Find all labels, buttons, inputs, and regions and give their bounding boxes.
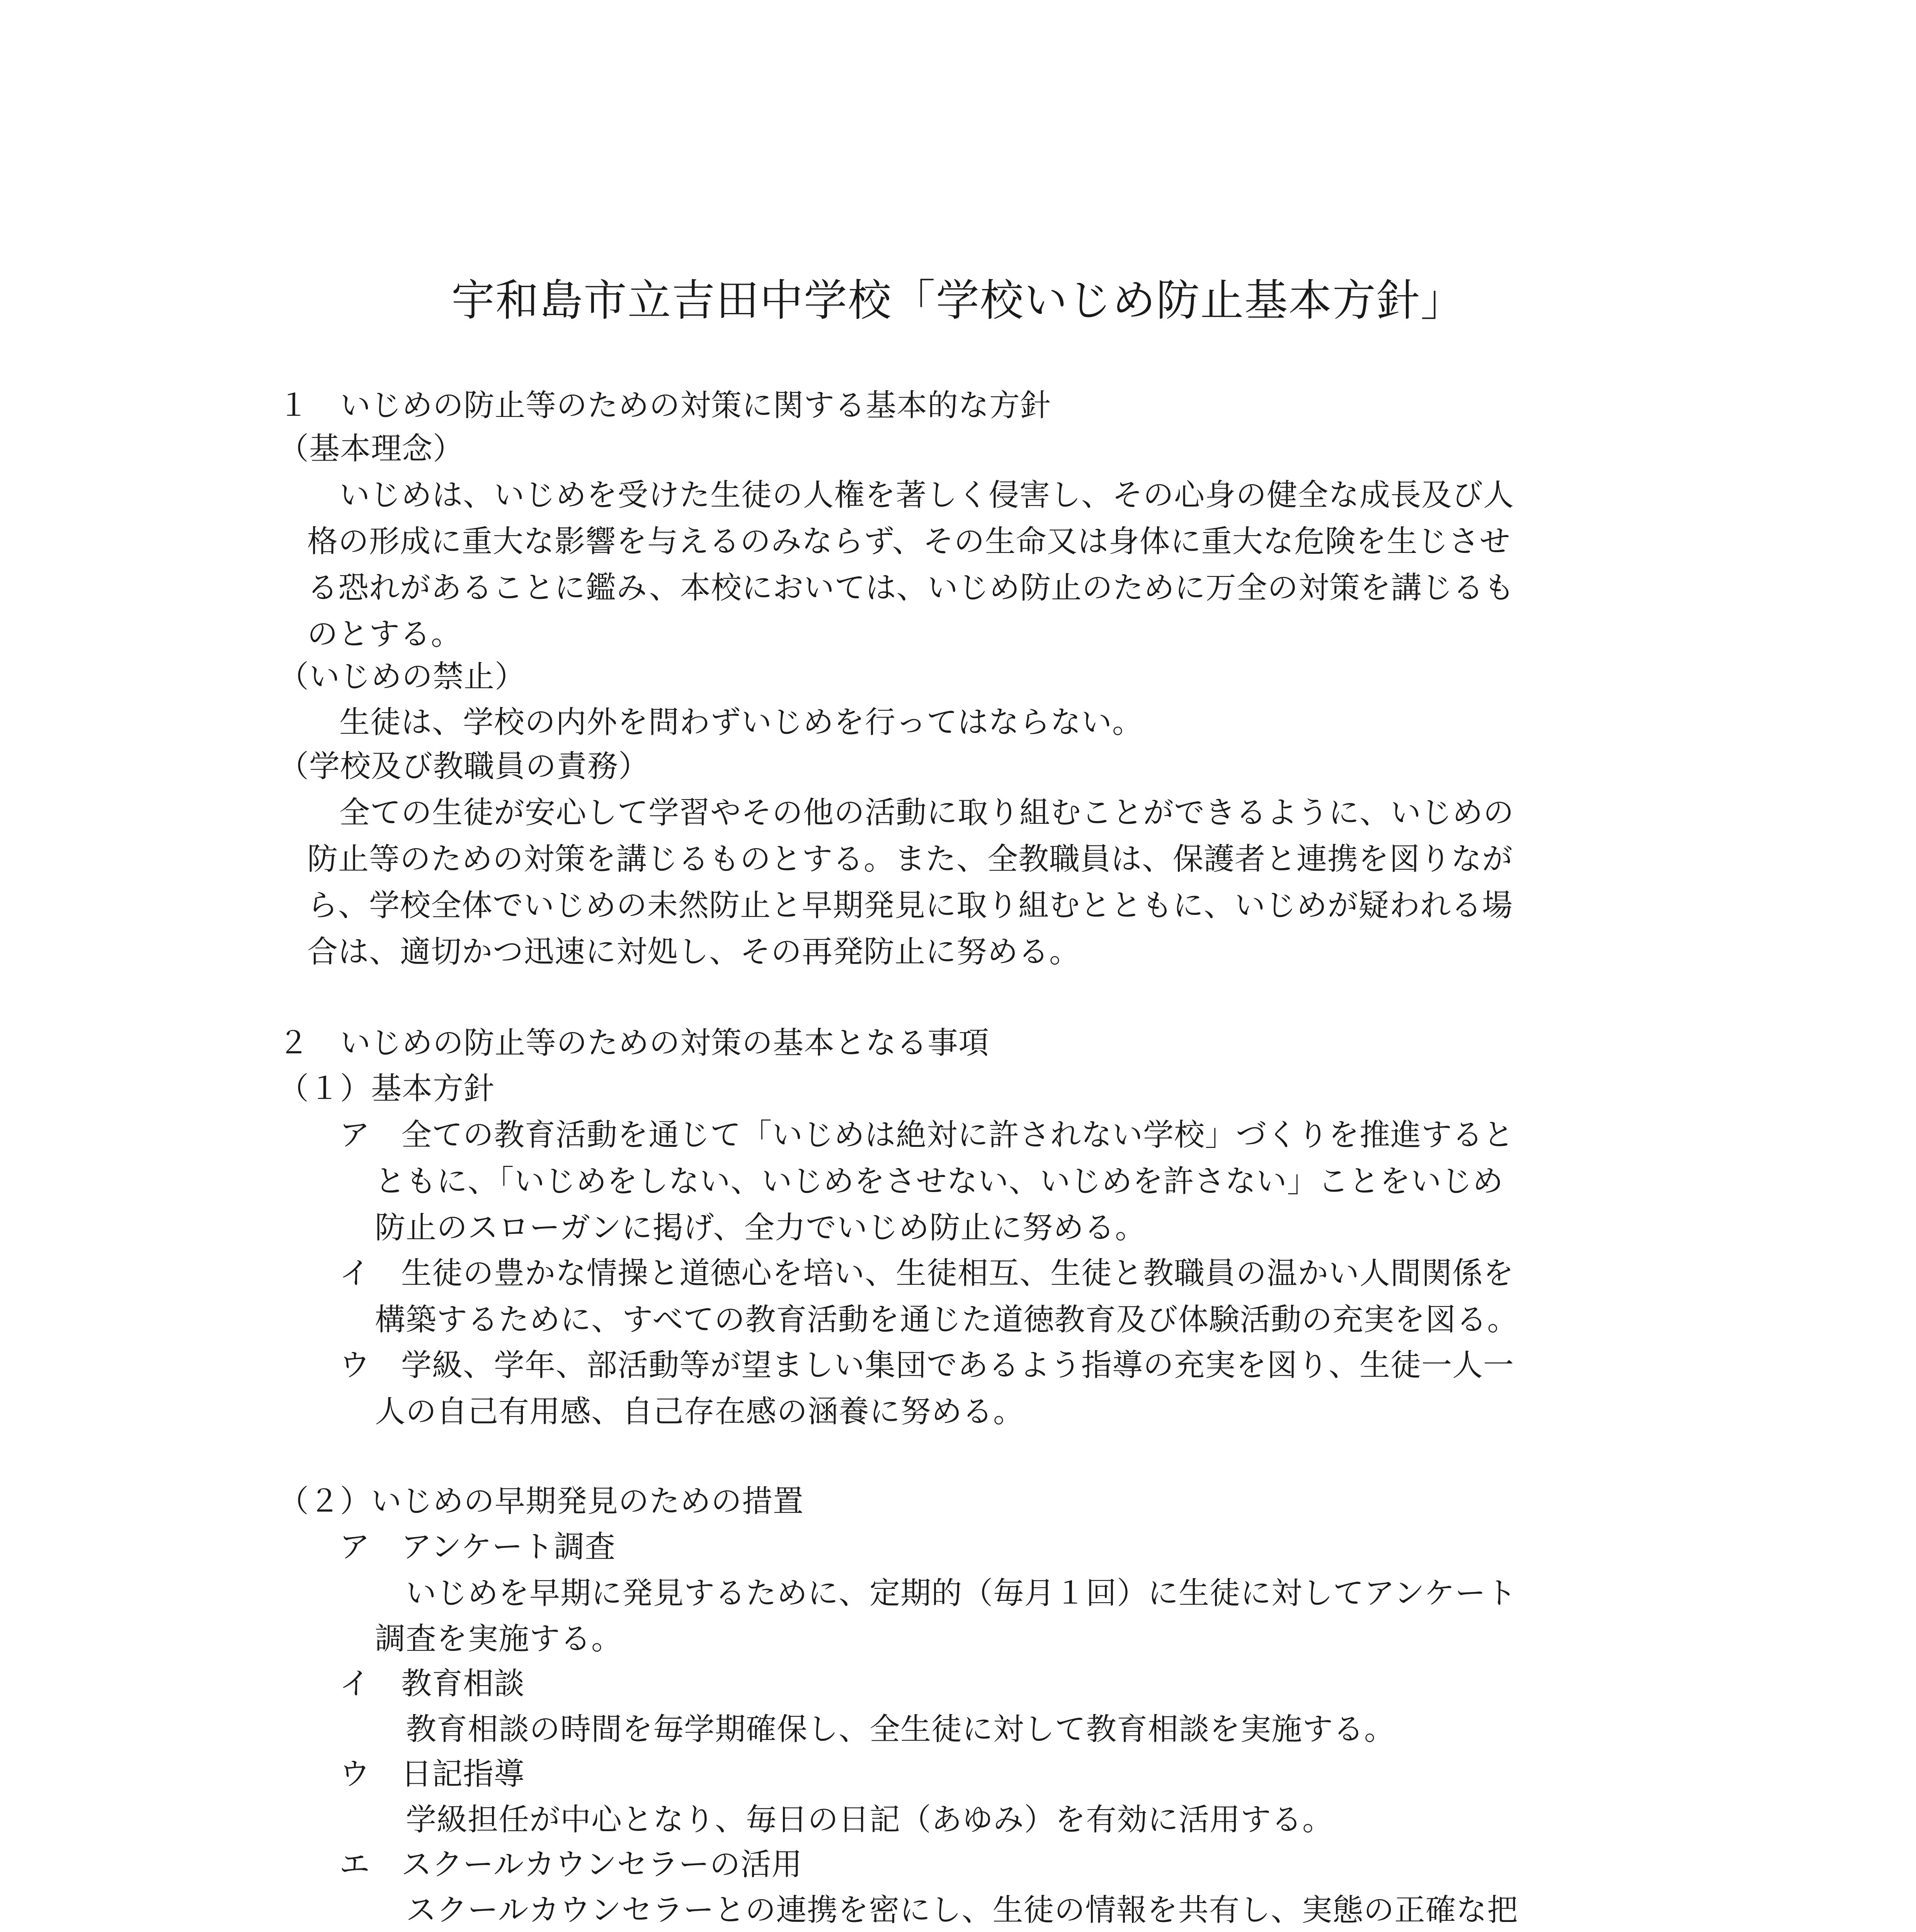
policy-item-line: 防止のスローガンに掲げ、全力でいじめ防止に努める。 — [375, 1210, 1146, 1245]
sekimu-line: 全ての生徒が安心して学習やその他の活動に取り組むことができるように、いじめの — [339, 795, 1514, 830]
rinen-line: る恐れがあることに鑑み、本校においては、いじめ防止のために万全の対策を講じるも — [307, 570, 1515, 605]
rinen-heading: （基本理念） — [278, 431, 464, 466]
rinen-line: のとする。 — [307, 616, 462, 652]
kinshi-heading: （いじめの禁止） — [278, 659, 526, 694]
sekimu-line: ら、学校全体でいじめの未然防止と早期発見に取り組むとともに、いじめが疑われる場 — [307, 888, 1513, 923]
sekimu-line: 防止等のための対策を講じるものとする。また、全教職員は、保護者と連携を図りなが — [307, 841, 1513, 877]
policy-item-line: ともに、「いじめをしない、いじめをさせない、いじめを許さない」ことをいじめ — [375, 1163, 1504, 1199]
sub2-heading: （２）いじめの早期発見のための措置 — [278, 1483, 804, 1519]
document-title: 宇和島市立吉田中学校「学校いじめ防止基本方針」 — [451, 276, 1465, 326]
measure-line: いじめを早期に発見するために、定期的（毎月１回）に生徒に対してアンケート — [406, 1575, 1517, 1611]
policy-item-line: ウ 学級、学年、部活動等が望ましい集団であるよう指導の充実を図り、生徒一人一 — [339, 1347, 1514, 1383]
policy-item-line: イ 生徒の豊かな情操と道徳心を培い、生徒相互、生徒と教職員の温かい人間関係を — [339, 1255, 1514, 1291]
kinshi-line: 生徒は、学校の内外を問わずいじめを行ってはならない。 — [339, 704, 1143, 740]
measure-line: 学級担任が中心となり、毎日の日記（あゆみ）を有効に活用する。 — [406, 1802, 1333, 1837]
sekimu-heading: （学校及び教職員の責務） — [278, 748, 649, 784]
policy-item-line: ア 全ての教育活動を通じて「いじめは絶対に許されない学校」づくりを推進すると — [339, 1117, 1514, 1153]
measure-title: イ 教育相談 — [339, 1666, 525, 1701]
rinen-line: いじめは、いじめを受けた生徒の人権を著しく侵害し、その心身の健全な成長及び人 — [339, 477, 1514, 513]
measure-line: 教育相談の時間を毎学期確保し、全生徒に対して教育相談を実施する。 — [406, 1711, 1395, 1747]
policy-item-line: 人の自己有用感、自己存在感の涵養に努める。 — [375, 1394, 1024, 1429]
policy-item-line: 構築するために、すべての教育活動を通じた道徳教育及び体験活動の充実を図る。 — [375, 1302, 1518, 1337]
sekimu-line: 合は、適切かつ迅速に対処し、その再発防止に努める。 — [307, 934, 1080, 969]
measure-title: ア アンケート調査 — [339, 1529, 616, 1565]
measure-title: ウ 日記指導 — [339, 1756, 525, 1792]
measure-line: 調査を実施する。 — [375, 1621, 622, 1656]
measure-title: エ スクールカウンセラーの活用 — [339, 1847, 803, 1882]
rinen-line: 格の形成に重大な影響を与えるのみならず、その生命又は身体に重大な危険を生じさせ — [307, 524, 1511, 559]
sub1-heading: （１）基本方針 — [278, 1071, 495, 1106]
section1-heading: １ いじめの防止等のための対策に関する基本的な方針 — [278, 388, 1051, 423]
measure-line: スクールカウンセラーとの連携を密にし、生徒の情報を共有し、実態の正確な把 — [406, 1892, 1518, 1928]
section2-heading: ２ いじめの防止等のための対策の基本となる事項 — [278, 1025, 989, 1061]
